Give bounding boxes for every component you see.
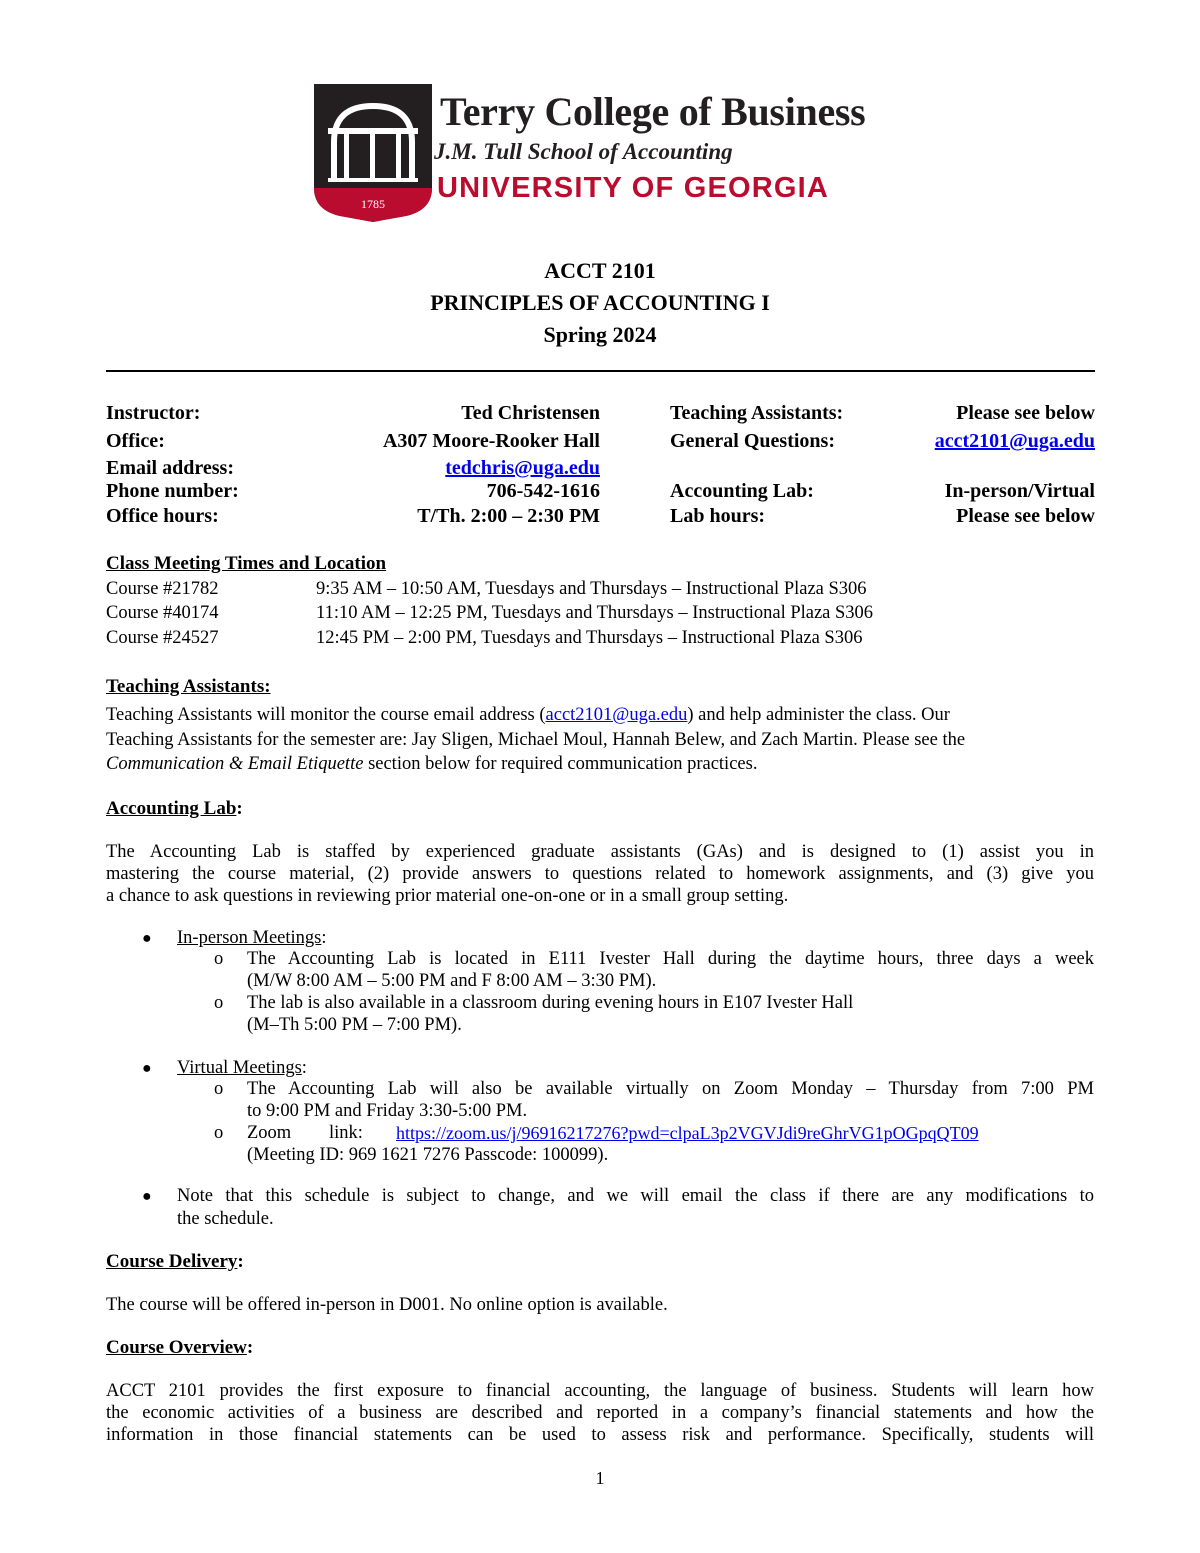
university-name: UNIVERSITY OF GEORGIA: [437, 172, 830, 204]
meeting-time: 12:45 PM – 2:00 PM, Tuesdays and Thursdays – Instructional Plaza S306: [316, 628, 863, 648]
inperson-label-text: In-person Meetings: [177, 928, 322, 948]
meeting-time: 9:35 AM – 10:50 AM, Tuesdays and Thursdays – Instructional Plaza S306: [316, 579, 867, 599]
instructor-label: Instructor:: [106, 402, 201, 424]
logo-year: 1785: [361, 197, 385, 211]
overview-line: information in those financial statements can be used to assess risk and performance. Specifically, students will: [106, 1425, 1094, 1445]
schedule-note: the schedule.: [177, 1209, 274, 1229]
bullet-dot: ●: [142, 1060, 152, 1077]
office-hours-label: Office hours:: [106, 505, 219, 527]
sub-bullet: o: [214, 1123, 224, 1143]
schedule-note: Note that this schedule is subject to change, and we will email the class if there are any modifications to: [177, 1186, 1094, 1206]
overview-heading: [106, 1337, 253, 1359]
course-code: ACCT 2101: [544, 258, 656, 283]
ta-paragraph-line: [106, 704, 950, 726]
instructor-value: Ted Christensen: [461, 402, 600, 424]
overview-line: ACCT 2101 provides the first exposure to financial accounting, the language of business. Students will learn how: [106, 1381, 1094, 1401]
zoom-label: Zoom: [247, 1123, 292, 1143]
sub-bullet: o: [214, 949, 224, 969]
bullet-dot: ●: [142, 1188, 152, 1205]
delivery-text: The course will be offered in-person in D001. No online option is available.: [106, 1295, 668, 1315]
ta-text: section below for required communication practices.: [363, 754, 758, 774]
meeting-course: Course #40174: [106, 603, 219, 623]
lab-hours-value: Please see below: [956, 505, 1095, 527]
school-name: J.M. Tull School of Accounting: [434, 139, 733, 164]
zoom-url-link[interactable]: https://zoom.us/j/96916217276?pwd=clpaL3p2VGVJdi9reGhrVG1pOGpqQT09: [396, 1123, 979, 1143]
lab-heading-text: Accounting Lab: [106, 798, 237, 819]
lab-paragraph-line: a chance to ask questions in reviewing prior material one-on-one or in a small group setting.: [106, 886, 789, 906]
lab-hours-label: Lab hours:: [670, 505, 766, 527]
overview-line: the economic activities of a business are described and reported in a company’s financial statements and how the: [106, 1403, 1094, 1423]
delivery-heading-text: Course Delivery: [106, 1251, 238, 1272]
meeting-course: Course #24527: [106, 628, 219, 648]
lab-paragraph-line: The Accounting Lab is staffed by experienced graduate assistants (GAs) and is designed to (1) assist you in: [106, 842, 1094, 862]
lab-heading-colon: :: [236, 798, 243, 819]
page-number: 1: [595, 1468, 605, 1488]
accounting-lab-value: In-person/Virtual: [944, 480, 1095, 502]
title-divider: [106, 370, 1095, 372]
inperson-label: In-person Meetings:: [177, 928, 327, 948]
overview-heading-text: Course Overview: [106, 1337, 247, 1358]
meeting-time: 11:10 AM – 12:25 PM, Tuesdays and Thursdays – Instructional Plaza S306: [316, 603, 874, 623]
virtual-item: to 9:00 PM and Friday 3:30-5:00 PM.: [247, 1101, 528, 1121]
ta-paragraph-line: Teaching Assistants for the semester are: Jay Sligen, Michael Moul, Hannah Belew, and Zach Martin. Please see the: [106, 730, 966, 750]
ta-heading: Teaching Assistants:: [106, 676, 271, 697]
etiquette-reference: Communication & Email Etiquette: [106, 754, 364, 774]
phone-label: Phone number:: [106, 480, 239, 502]
ta-text: ) and help administer the class. Our: [687, 705, 950, 725]
uga-arch-logo: [314, 84, 432, 222]
meetings-heading: Class Meeting Times and Location: [106, 553, 387, 574]
email-label: Email address:: [106, 457, 234, 479]
course-term: Spring 2024: [543, 322, 657, 347]
ta-label: Teaching Assistants:: [670, 402, 844, 424]
sub-bullet: o: [214, 993, 224, 1013]
meeting-course: Course #21782: [106, 579, 219, 599]
ta-email-link[interactable]: acct2101@uga.edu: [545, 705, 688, 725]
virtual-label: Virtual Meetings:: [177, 1058, 307, 1078]
course-name: PRINCIPLES OF ACCOUNTING I: [430, 290, 770, 315]
office-hours-value: T/Th. 2:00 – 2:30 PM: [417, 505, 600, 527]
inperson-item: The Accounting Lab is located in E111 Ivester Hall during the daytime hours, three days a week: [247, 949, 1094, 969]
lab-heading: [106, 798, 243, 820]
ta-paragraph-line: [106, 753, 757, 775]
general-questions-email-link[interactable]: acct2101@uga.edu: [934, 430, 1095, 452]
overview-heading-colon: :: [246, 1337, 254, 1358]
sub-bullet: o: [214, 1079, 224, 1099]
college-name: Terry College of Business: [440, 89, 866, 134]
ta-text: Teaching Assistants will monitor the course email address (: [106, 705, 546, 725]
accounting-lab-label: Accounting Lab:: [670, 480, 814, 502]
zoom-link-label: link:: [329, 1123, 363, 1143]
inperson-item: (M/W 8:00 AM – 5:00 PM and F 8:00 AM – 3:30 PM).: [247, 971, 657, 991]
office-label: Office:: [106, 430, 165, 452]
phone-value: 706-542-1616: [486, 480, 600, 502]
bullet-dot: ●: [142, 930, 152, 947]
inperson-item: The lab is also available in a classroom during evening hours in E107 Ivester Hall: [247, 993, 854, 1013]
instructor-email-link[interactable]: tedchris@uga.edu: [445, 457, 600, 479]
general-questions-label: General Questions:: [670, 430, 835, 452]
virtual-label-text: Virtual Meetings: [177, 1058, 302, 1078]
delivery-heading: [106, 1251, 244, 1273]
lab-paragraph-line: mastering the course material, (2) provide answers to questions related to homework assignments, and (3) give you: [106, 864, 1094, 884]
delivery-heading-colon: :: [237, 1251, 244, 1272]
zoom-meeting-info: (Meeting ID: 969 1621 7276 Passcode: 100099).: [247, 1145, 609, 1165]
inperson-item: (M–Th 5:00 PM – 7:00 PM).: [247, 1015, 462, 1035]
ta-value: Please see below: [956, 402, 1095, 424]
office-value: A307 Moore-Rooker Hall: [382, 430, 600, 452]
virtual-item: The Accounting Lab will also be available virtually on Zoom Monday – Thursday from 7:00 PM: [247, 1079, 1094, 1099]
